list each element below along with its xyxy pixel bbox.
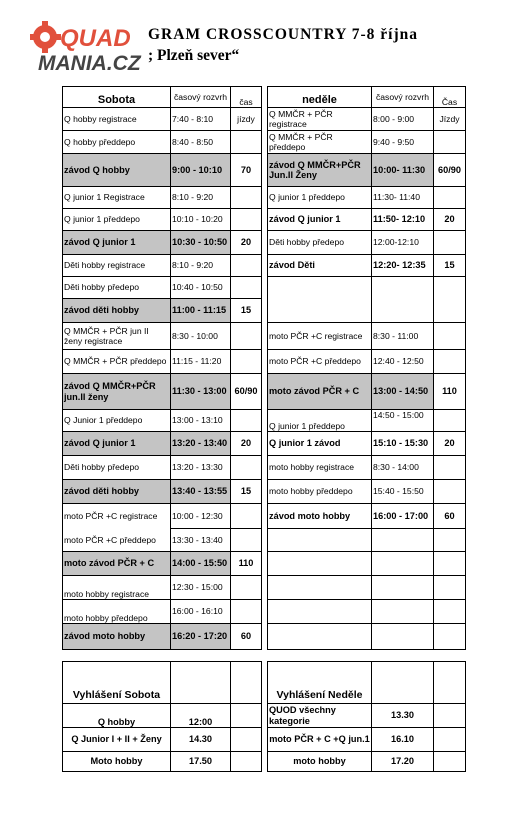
sat-time: 13:30 - 13:40 <box>171 529 231 552</box>
sun-cas: 110 <box>434 374 466 410</box>
sat-time: 13:40 - 13:55 <box>171 480 231 504</box>
sun-header: neděle <box>268 87 372 108</box>
sun-time: 14:50 - 15:00 <box>372 410 434 421</box>
table-row <box>63 277 466 299</box>
sun-event: závod Q MMČR+PČR Jun.II Ženy <box>268 154 372 187</box>
sun-award-time: 17.20 <box>372 752 434 772</box>
sat-cas <box>231 504 262 529</box>
sun-time: 8:30 - 11:00 <box>372 323 434 350</box>
sat-event: moto závod PČR + C <box>63 552 171 576</box>
sat-time: 9:00 - 10:10 <box>171 154 231 187</box>
sun-cas <box>434 529 466 552</box>
sat-event: Děti hobby předepo <box>63 277 171 299</box>
sun-event <box>268 299 372 323</box>
sat-time: 11:15 - 11:20 <box>171 350 231 374</box>
sun-time <box>372 277 434 299</box>
sat-event: závod Q hobby <box>63 154 171 187</box>
sat-time: 8:40 - 8:50 <box>171 131 231 154</box>
sat-event: Q Junior 1 předdepo <box>63 410 171 432</box>
sun-time <box>372 624 434 650</box>
sat-cas: 60/90 <box>231 374 262 410</box>
logo-text-mania: MANIA.CZ <box>38 52 141 75</box>
table-row <box>63 410 466 421</box>
sun-awards-header: Vyhlášení Neděle <box>268 662 372 704</box>
sun-award-label: moto PČR + C +Q jun.1 <box>268 728 372 752</box>
sat-cas <box>231 576 262 600</box>
sat-award-time: 14.30 <box>171 728 231 752</box>
sat-award-label: Q hobby <box>63 704 171 728</box>
sat-cas-header: čas <box>231 87 262 108</box>
sun-cas <box>434 624 466 650</box>
sun-cas <box>434 277 466 299</box>
sun-event <box>268 529 372 552</box>
sat-time: 16:00 - 16:10 <box>171 600 231 624</box>
sun-cas: 15 <box>434 255 466 277</box>
table-row <box>63 209 466 231</box>
sat-award-cas <box>231 704 262 728</box>
gap <box>171 650 231 662</box>
sat-event: Děti hobby předepo <box>63 456 171 480</box>
sat-cas <box>231 410 262 432</box>
sat-event: závod děti hobby <box>63 480 171 504</box>
gap <box>231 650 262 662</box>
gap <box>268 650 372 662</box>
sat-event: moto hobby předdepo <box>63 600 171 624</box>
awards-row <box>63 728 466 752</box>
gap <box>434 650 466 662</box>
sun-award-time: 13.30 <box>372 704 434 728</box>
table-row <box>63 131 466 154</box>
awards-row <box>63 752 466 772</box>
sun-cas: 20 <box>434 432 466 456</box>
sat-cas <box>231 255 262 277</box>
sun-event: moto závod PČR + C <box>268 374 372 410</box>
sat-award-cas <box>231 752 262 772</box>
sun-cas <box>434 323 466 350</box>
table-row <box>63 650 466 662</box>
table-row <box>63 432 466 456</box>
table-row <box>63 374 466 410</box>
sun-event: závod Q junior 1 <box>268 209 372 231</box>
sun-award-cas <box>434 728 466 752</box>
sun-cas: 60 <box>434 504 466 529</box>
table-row <box>63 504 466 529</box>
sat-time: 13:20 - 13:30 <box>171 456 231 480</box>
table-row <box>63 154 466 187</box>
gap <box>372 650 434 662</box>
sun-time <box>372 529 434 552</box>
sun-cas <box>434 231 466 255</box>
sat-event: závod Q junior 1 <box>63 432 171 456</box>
sat-event: moto hobby registrace <box>63 576 171 600</box>
sun-time: 11:50- 12:10 <box>372 209 434 231</box>
sat-time: 10:00 - 12:30 <box>171 504 231 529</box>
sun-award-label: moto hobby <box>268 752 372 772</box>
table-row <box>63 231 466 255</box>
sat-time: 13:00 - 13:10 <box>171 410 231 432</box>
sun-cas: 20 <box>434 209 466 231</box>
sun-event: Děti hobby předepo <box>268 231 372 255</box>
sat-awards-header: Vyhlášení Sobota <box>63 662 171 704</box>
sat-time-header: časový rozvrh <box>171 87 231 108</box>
sun-event: moto hobby předdepo <box>268 480 372 504</box>
sun-event: Q junior 1 závod <box>268 432 372 456</box>
sat-event: Q MMČR + PČR jun II ženy registrace <box>63 323 171 350</box>
sat-award-time: 12:00 <box>171 704 231 728</box>
sat-award-label: Q Junior I + II + Ženy <box>63 728 171 752</box>
sat-cas: 15 <box>231 480 262 504</box>
sat-award-time: 17.50 <box>171 752 231 772</box>
sun-cas <box>434 576 466 600</box>
sun-cas <box>434 131 466 154</box>
table-row <box>63 187 466 209</box>
sat-event: Q junior 1 Registrace <box>63 187 171 209</box>
sun-event: moto PČR +C předdepo <box>268 350 372 374</box>
table-row <box>63 552 466 576</box>
sat-time: 7:40 - 8:10 <box>171 108 231 131</box>
sun-time <box>372 600 434 624</box>
awards-row <box>63 704 466 728</box>
sun-event <box>268 624 372 650</box>
page-title: GRAM CROSSCOUNTRY 7-8 října <box>148 26 419 43</box>
sun-event <box>268 277 372 299</box>
sun-cas: Jízdy <box>434 108 466 131</box>
sun-cas <box>434 600 466 624</box>
sun-cas-header: Čas <box>434 87 466 108</box>
sun-time: 15:40 - 15:50 <box>372 480 434 504</box>
sat-cas <box>231 277 262 299</box>
sat-cas <box>231 456 262 480</box>
sun-event: Q junior 1 předdepo <box>268 421 372 432</box>
sun-event: Q MMČR + PČR předdepo <box>268 131 372 154</box>
sun-time: 12:40 - 12:50 <box>372 350 434 374</box>
header-row <box>63 87 466 108</box>
sun-time: 16:00 - 17:00 <box>372 504 434 529</box>
sat-cas <box>231 131 262 154</box>
sun-cas <box>434 187 466 209</box>
sat-time: 8:10 - 9:20 <box>171 255 231 277</box>
sun-award-label: QUOD všechny kategorie <box>268 704 372 728</box>
sat-cas <box>231 529 262 552</box>
schedule-table <box>62 86 466 772</box>
sat-time: 8:30 - 10:00 <box>171 323 231 350</box>
sun-event: moto hobby registrace <box>268 456 372 480</box>
sat-cas: 20 <box>231 432 262 456</box>
sun-cas <box>434 410 466 421</box>
sat-award-label: Moto hobby <box>63 752 171 772</box>
sat-time: 12:30 - 15:00 <box>171 576 231 600</box>
sat-event: moto PČR +C registrace <box>63 504 171 529</box>
sun-event: závod Děti <box>268 255 372 277</box>
sat-time: 10:10 - 10:20 <box>171 209 231 231</box>
gap <box>63 650 171 662</box>
sat-event: moto PČR +C předdepo <box>63 529 171 552</box>
sun-cas <box>434 299 466 323</box>
sat-cas <box>231 209 262 231</box>
sat-event: Q junior 1 předdepo <box>63 209 171 231</box>
sun-time <box>372 299 434 323</box>
sun-time: 11:30- 11:40 <box>372 187 434 209</box>
sun-time: 8:00 - 9:00 <box>372 108 434 131</box>
sun-time <box>372 552 434 576</box>
logo-text-quad: QUAD <box>60 25 131 52</box>
sat-event: Q MMČR + PČR předdepo <box>63 350 171 374</box>
sun-event: závod moto hobby <box>268 504 372 529</box>
sun-time: 10:00- 11:30 <box>372 154 434 187</box>
table-row <box>63 480 466 504</box>
sat-cas: 110 <box>231 552 262 576</box>
sat-award-cas <box>231 728 262 752</box>
quadmania-logo <box>30 20 148 78</box>
sun-event: Q junior 1 předdepo <box>268 187 372 209</box>
sun-event: Q MMČR + PČR registrace <box>268 108 372 131</box>
gear-icon <box>30 21 61 53</box>
sat-cas <box>231 350 262 374</box>
sat-time: 11:00 - 11:15 <box>171 299 231 323</box>
sun-time: 8:30 - 14:00 <box>372 456 434 480</box>
table-row <box>63 456 466 480</box>
table-row <box>63 350 466 374</box>
sat-cas: jízdy <box>231 108 262 131</box>
sat-cas: 70 <box>231 154 262 187</box>
table-row <box>63 576 466 600</box>
sun-awards-cas <box>434 662 466 704</box>
sat-time: 14:00 - 15:50 <box>171 552 231 576</box>
sun-award-time: 16.10 <box>372 728 434 752</box>
sat-cas <box>231 187 262 209</box>
sat-header: Sobota <box>63 87 171 108</box>
sun-event <box>268 552 372 576</box>
table-row <box>63 255 466 277</box>
sat-awards-cas <box>231 662 262 704</box>
table-row <box>63 624 466 650</box>
sun-time-header: časový rozvrh <box>372 87 434 108</box>
table-row <box>63 323 466 350</box>
table-row <box>63 529 466 552</box>
sun-cas <box>434 456 466 480</box>
sat-event: závod Q junior 1 <box>63 231 171 255</box>
sun-time <box>372 421 434 432</box>
sat-cas <box>231 600 262 624</box>
awards-header-row <box>63 662 466 704</box>
sun-awards-time <box>372 662 434 704</box>
sat-time: 11:30 - 13:00 <box>171 374 231 410</box>
sun-cas <box>434 350 466 374</box>
sun-award-cas <box>434 704 466 728</box>
sun-time: 9:40 - 9:50 <box>372 131 434 154</box>
sat-time: 8:10 - 9:20 <box>171 187 231 209</box>
logo-graphic <box>30 20 148 78</box>
sun-time: 12:20- 12:35 <box>372 255 434 277</box>
sat-time: 10:40 - 10:50 <box>171 277 231 299</box>
sat-event: závod moto hobby <box>63 624 171 650</box>
sun-event <box>268 600 372 624</box>
table-row <box>63 108 466 131</box>
sat-cas <box>231 323 262 350</box>
sun-cas <box>434 552 466 576</box>
sat-cas: 20 <box>231 231 262 255</box>
sun-cas <box>434 480 466 504</box>
table-row <box>63 600 466 624</box>
sun-time: 15:10 - 15:30 <box>372 432 434 456</box>
sat-time: 16:20 - 17:20 <box>171 624 231 650</box>
sat-time: 13:20 - 13:40 <box>171 432 231 456</box>
page-subtitle: ; Plzeň sever“ <box>148 47 240 64</box>
sun-time: 12:00-12:10 <box>372 231 434 255</box>
sat-cas: 15 <box>231 299 262 323</box>
sun-cas <box>434 421 466 432</box>
sun-time <box>372 576 434 600</box>
sun-award-cas <box>434 752 466 772</box>
sat-event: závod děti hobby <box>63 299 171 323</box>
sat-event: Q hobby registrace <box>63 108 171 131</box>
table-row <box>63 299 466 323</box>
sat-awards-time <box>171 662 231 704</box>
sun-cas: 60/90 <box>434 154 466 187</box>
sat-event: Q hobby předdepo <box>63 131 171 154</box>
sun-event: moto PČR +C registrace <box>268 323 372 350</box>
sun-event <box>268 410 372 421</box>
sun-time: 13:00 - 14:50 <box>372 374 434 410</box>
sat-event: Děti hobby registrace <box>63 255 171 277</box>
sat-time: 10:30 - 10:50 <box>171 231 231 255</box>
sun-event <box>268 576 372 600</box>
sat-event: závod Q MMČR+PČR jun.II ženy <box>63 374 171 410</box>
sat-cas: 60 <box>231 624 262 650</box>
